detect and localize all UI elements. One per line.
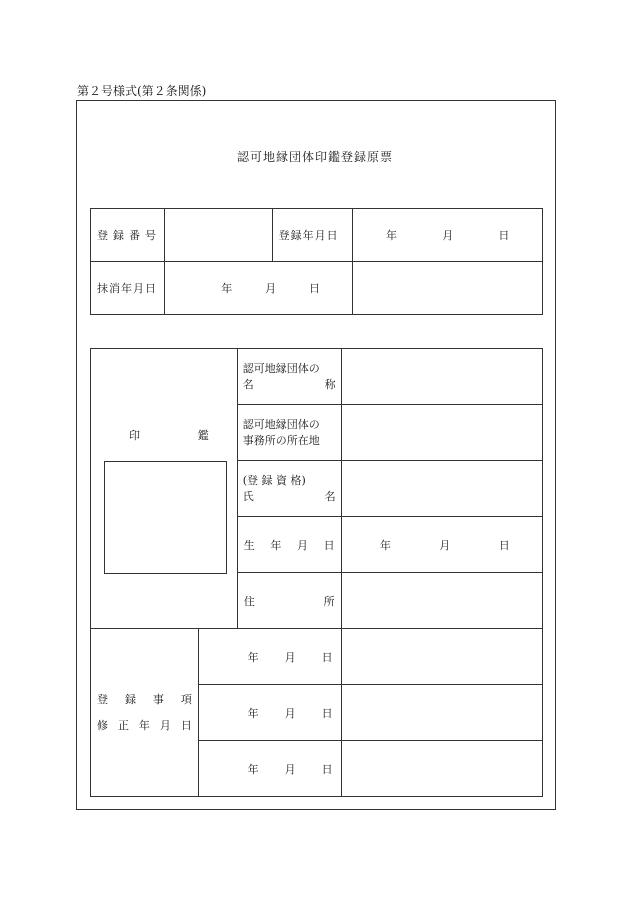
modification-label: 登 録 事 項 修 正 年 月 日 [91, 629, 199, 797]
residence-label: 住 所 [237, 573, 341, 629]
year-text: 年 [379, 538, 391, 552]
year-text: 年 [386, 229, 398, 242]
residence-value[interactable] [341, 573, 542, 629]
representative-name-value[interactable] [341, 461, 542, 517]
group-name-label: 認可地縁団体の 名 称 [237, 349, 341, 405]
registration-table [90, 208, 543, 315]
seal-heading: 印 鑑 [129, 429, 209, 442]
modification-date-1[interactable]: 年 月 日 [198, 629, 341, 685]
registration-date-value[interactable] [353, 209, 543, 262]
form-number-label: 第２号様式(第２条関係) [77, 84, 207, 98]
month-text: 月 [439, 538, 451, 552]
cancellation-date-label: 抹消年月日 [91, 262, 165, 315]
modification-content-1[interactable] [341, 629, 542, 685]
modification-date-3[interactable]: 年 月 日 [198, 741, 341, 797]
cancellation-date-value[interactable] [164, 262, 353, 315]
office-address-label: 認可地縁団体の 事務所の所在地 [237, 405, 341, 461]
day-text: 日 [498, 538, 510, 552]
day-text: 日 [498, 229, 510, 242]
modification-date-2[interactable]: 年 月 日 [198, 685, 341, 741]
seal-info-table [90, 348, 543, 797]
form-title: 認可地縁団体印鑑登録原票 [236, 150, 393, 164]
seal-cell [91, 349, 238, 629]
registration-number-value[interactable] [164, 209, 272, 262]
birth-date-value[interactable] [341, 517, 542, 573]
group-name-value[interactable] [341, 349, 542, 405]
day-text: 日 [309, 282, 320, 295]
representative-name-label: (登 録 資 格) 氏 名 [237, 461, 341, 517]
office-address-value[interactable] [341, 405, 542, 461]
month-text: 月 [265, 282, 277, 295]
cancellation-extra-cell[interactable] [353, 262, 543, 315]
registration-date-label: 登録年月日 [272, 209, 353, 262]
modification-content-2[interactable] [341, 685, 542, 741]
year-text: 年 [221, 282, 233, 295]
birth-date-label: 生 年 月 日 [237, 517, 341, 573]
registration-number-label: 登録番号 [91, 209, 165, 262]
modification-content-3[interactable] [341, 741, 542, 797]
month-text: 月 [442, 229, 454, 242]
seal-impression-box[interactable] [104, 461, 227, 574]
